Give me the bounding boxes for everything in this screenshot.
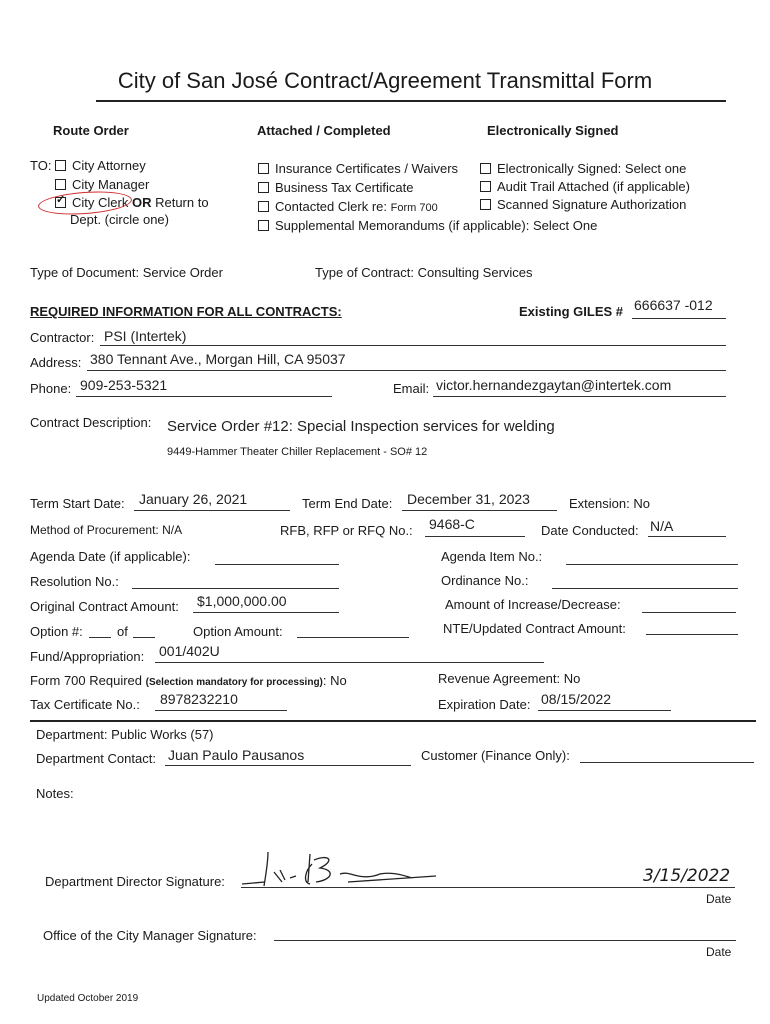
checkbox-icon[interactable]: [258, 182, 269, 193]
fund-value[interactable]: 001/402U: [159, 643, 220, 659]
type-contract: Type of Contract: Consulting Services: [315, 265, 533, 280]
attached-supplemental[interactable]: Supplemental Memorandums (if applicable): Select One: [258, 218, 597, 233]
esigned-audit-trail[interactable]: Audit Trail Attached (if applicable): [480, 179, 690, 194]
header-esigned: Electronically Signed: [487, 123, 619, 138]
route-dept-label: Dept. (circle one): [70, 212, 169, 227]
giles-value[interactable]: 666637 -012: [634, 297, 713, 313]
option-of-label: of: [117, 624, 128, 639]
checkbox-icon[interactable]: [55, 160, 66, 171]
resolution-input[interactable]: [132, 588, 339, 589]
customer-label: Customer (Finance Only):: [421, 748, 570, 763]
title-rule: [96, 100, 726, 102]
checkbox-icon[interactable]: [258, 220, 269, 231]
department-field[interactable]: Department: Public Works (57): [36, 727, 214, 742]
description-line2[interactable]: 9449-Hammer Theater Chiller Replacement - SO# 12: [167, 446, 428, 458]
director-signature-icon: [240, 842, 440, 892]
rfb-label: RFB, RFP or RFQ No.:: [280, 523, 413, 538]
agenda-item-label: Agenda Item No.:: [441, 549, 543, 564]
customer-input[interactable]: [580, 762, 754, 763]
giles-label: Existing GILES #: [519, 304, 624, 319]
type-document: Type of Document: Service Order: [30, 265, 223, 280]
nte-input[interactable]: [646, 634, 738, 635]
esigned-scanned[interactable]: Scanned Signature Authorization: [480, 197, 686, 212]
option-number-input[interactable]: [89, 637, 111, 638]
section-rule: [30, 720, 756, 722]
email-value[interactable]: victor.hernandezgaytan@intertek.com: [436, 377, 672, 393]
attached-insurance[interactable]: Insurance Certificates / Waivers: [258, 161, 458, 176]
checkbox-icon[interactable]: [258, 163, 269, 174]
director-date-label: Date: [706, 892, 732, 906]
email-label: Email:: [393, 381, 430, 396]
checkbox-icon[interactable]: [480, 163, 491, 174]
ordinance-label: Ordinance No.:: [441, 573, 529, 588]
option-number-label: Option #:: [30, 624, 83, 639]
term-start-label: Term Start Date:: [30, 496, 125, 511]
date-conducted-label: Date Conducted:: [541, 523, 639, 538]
date-conducted-value[interactable]: N/A: [650, 518, 674, 534]
phone-value[interactable]: 909-253-5321: [80, 377, 168, 393]
agenda-item-input[interactable]: [566, 564, 738, 565]
form-title: City of San José Contract/Agreement Transmittal Form: [117, 68, 653, 93]
cm-date-label: Date: [706, 945, 732, 959]
agenda-date-label: Agenda Date (if applicable):: [30, 549, 191, 564]
agenda-date-input[interactable]: [215, 564, 339, 565]
director-sig-label: Department Director Signature:: [45, 874, 225, 889]
increase-label: Amount of Increase/Decrease:: [445, 597, 621, 612]
term-end-label: Term End Date:: [302, 496, 393, 511]
fund-label: Fund/Appropriation:: [30, 649, 145, 664]
ordinance-input[interactable]: [552, 588, 738, 589]
revenue-field[interactable]: Revenue Agreement: No: [438, 671, 581, 686]
term-start-value[interactable]: January 26, 2021: [139, 491, 248, 507]
increase-input[interactable]: [642, 612, 736, 613]
checkbox-icon[interactable]: [258, 201, 269, 212]
tax-cert-label: Tax Certificate No.:: [30, 697, 140, 712]
description-label: Contract Description:: [30, 415, 152, 430]
cm-sig-label: Office of the City Manager Signature:: [43, 928, 257, 943]
director-date-value[interactable]: 3/15/2022: [643, 866, 731, 886]
dept-contact-value[interactable]: Juan Paulo Pausanos: [168, 747, 305, 763]
header-route-order: Route Order: [53, 123, 129, 138]
expiration-label: Expiration Date:: [438, 697, 531, 712]
expiration-value[interactable]: 08/15/2022: [541, 691, 612, 707]
option-of-input[interactable]: [133, 637, 155, 638]
required-info-heading: REQUIRED INFORMATION FOR ALL CONTRACTS:: [30, 304, 342, 319]
description-value[interactable]: Service Order #12: Special Inspection services for welding: [167, 418, 555, 435]
route-to-label: TO:: [30, 158, 52, 173]
original-amount-value[interactable]: $1,000,000.00: [197, 593, 287, 609]
route-city-attorney[interactable]: City Attorney: [55, 158, 146, 173]
rfb-value[interactable]: 9468-C: [429, 516, 475, 532]
tax-cert-value[interactable]: 8978232210: [160, 691, 238, 707]
contractor-value[interactable]: PSI (Intertek): [104, 328, 187, 344]
resolution-label: Resolution No.:: [30, 574, 119, 589]
checkbox-icon[interactable]: [55, 179, 66, 190]
procurement-field[interactable]: Method of Procurement: N/A: [30, 523, 183, 537]
footer-updated: Updated October 2019: [37, 993, 139, 1004]
checkbox-icon[interactable]: [480, 181, 491, 192]
contractor-label: Contractor:: [30, 330, 95, 345]
option-amount-label: Option Amount:: [193, 624, 283, 639]
original-amount-label: Original Contract Amount:: [30, 599, 179, 614]
phone-label: Phone:: [30, 381, 72, 396]
header-attached: Attached / Completed: [257, 123, 391, 138]
checkbox-icon[interactable]: [480, 199, 491, 210]
route-city-manager[interactable]: City Manager: [55, 177, 149, 192]
nte-label: NTE/Updated Contract Amount:: [443, 621, 626, 636]
term-end-value[interactable]: December 31, 2023: [407, 491, 530, 507]
notes-label: Notes:: [36, 786, 74, 801]
dept-contact-label: Department Contact:: [36, 751, 156, 766]
form700-field[interactable]: Form 700 Required (Selection mandatory for processing): No: [30, 673, 347, 688]
cm-sig-input[interactable]: [274, 940, 736, 941]
extension-field[interactable]: Extension: No: [569, 496, 650, 511]
attached-contacted-clerk[interactable]: Contacted Clerk re: Form 700: [258, 199, 438, 214]
address-label: Address:: [30, 355, 82, 370]
esigned-select[interactable]: Electronically Signed: Select one: [480, 161, 686, 176]
option-amount-input[interactable]: [297, 637, 409, 638]
route-city-clerk[interactable]: ✓City Clerk OR Return to: [55, 195, 209, 210]
attached-business-tax[interactable]: Business Tax Certificate: [258, 180, 414, 195]
address-value[interactable]: 380 Tennant Ave., Morgan Hill, CA 95037: [90, 351, 346, 367]
